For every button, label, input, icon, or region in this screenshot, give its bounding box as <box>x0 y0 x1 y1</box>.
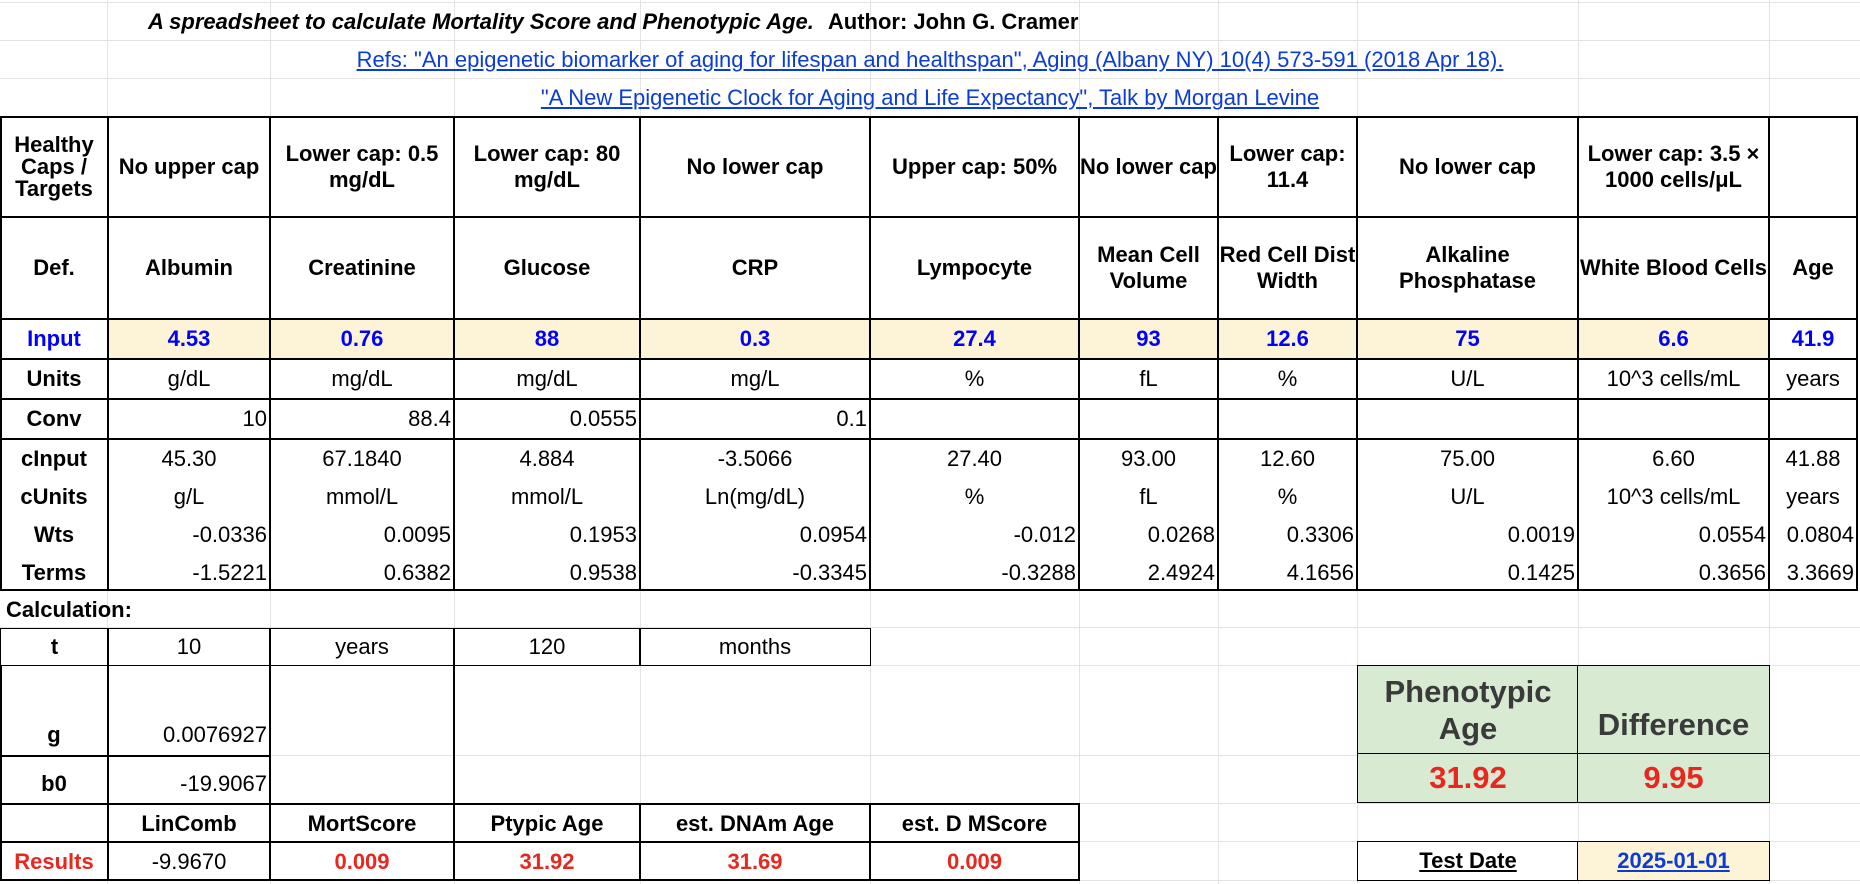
terms-row-label: Terms <box>21 560 87 585</box>
wts-rdw: 0.3306 <box>1286 522 1354 547</box>
cap-crp: No lower cap <box>686 154 824 179</box>
reference-link-2[interactable]: "A New Epigenetic Clock for Aging and Life Expectancy", Talk by Morgan Levine <box>540 85 1320 110</box>
terms-albumin: -1.5221 <box>192 560 267 585</box>
table-border <box>0 398 1858 400</box>
conv-rdw <box>1218 400 1357 438</box>
years-unit: years <box>269 628 455 666</box>
table-border <box>269 116 271 591</box>
result-header-dnam-age: est. DNAm Age <box>675 810 835 836</box>
t-months-value[interactable]: 120 <box>453 628 641 666</box>
wts-crp: 0.0954 <box>799 522 867 547</box>
result-mortscore: 0.009 <box>334 849 390 874</box>
calc-border <box>269 665 271 803</box>
conv-age <box>1769 400 1857 438</box>
input-row-label: Input <box>27 326 81 351</box>
result-d-mscore: 0.009 <box>946 849 1003 874</box>
t-years-value[interactable]: 10 <box>107 628 271 666</box>
reference-row-2 <box>0 80 1860 116</box>
gridline <box>0 2 1860 3</box>
def-albumin: Albumin <box>145 255 233 280</box>
cunits-rdw: % <box>1277 484 1298 509</box>
cunits-crp: Ln(mg/dL) <box>704 484 806 509</box>
cunits-creatinine: mmol/L <box>325 484 399 509</box>
gridline <box>0 78 1860 79</box>
cap-creatinine: Lower cap: 0.5 mg/dL <box>285 141 439 192</box>
result-header-ptypic-age: Ptypic Age <box>490 810 604 836</box>
table-border <box>1768 116 1770 591</box>
calc-border <box>0 665 2 803</box>
table-border <box>0 438 1858 440</box>
cunits-glucose: mmol/L <box>510 484 584 509</box>
terms-lympocyte: -0.3288 <box>1001 560 1076 585</box>
reference-link-1[interactable]: Refs: "An epigenetic biomarker of aging for lifespan and healthspan", Aging (Albany NY) 10(4) 573-591 (2018 Apr 18). <box>356 47 1504 72</box>
calc-border <box>453 665 455 803</box>
terms-alp: 0.1425 <box>1507 560 1575 585</box>
results-label: Results <box>14 849 94 874</box>
gridline <box>0 40 1860 41</box>
result-lincomb: -9.9670 <box>151 849 227 874</box>
results-border <box>0 841 1080 843</box>
conv-row-label: Conv <box>26 406 82 431</box>
terms-rdw: 4.1656 <box>1286 560 1354 585</box>
input-albumin[interactable]: 4.53 <box>167 326 211 351</box>
units-wbc: 10^3 cells/mL <box>1606 366 1741 391</box>
author-credit: Author: John G. Cramer <box>827 9 1079 34</box>
table-border <box>869 116 871 591</box>
units-albumin: g/dL <box>167 366 211 391</box>
input-alp[interactable]: 75 <box>1455 326 1480 351</box>
cap-wbc: Lower cap: 3.5 × 1000 cells/μL <box>1587 141 1760 192</box>
table-border <box>1577 116 1579 591</box>
cunits-row-label: cUnits <box>20 484 88 509</box>
test-date-label-cell <box>1357 841 1579 881</box>
input-creatinine[interactable]: 0.76 <box>340 326 384 351</box>
def-row-label: Def. <box>33 255 75 280</box>
test-date-label: Test Date <box>1419 848 1517 873</box>
cinput-row-label: cInput <box>21 446 87 471</box>
result-dnam-age: 31.69 <box>727 849 783 874</box>
difference-label: Difference <box>1577 665 1770 755</box>
units-glucose: mg/dL <box>516 366 578 391</box>
reference-row-1 <box>0 42 1860 78</box>
test-date-value-cell[interactable] <box>1577 841 1770 881</box>
cap-glucose: Lower cap: 80 mg/dL <box>473 141 621 192</box>
def-wbc: White Blood Cells <box>1580 255 1767 280</box>
def-lympocyte: Lympocyte <box>916 255 1033 280</box>
caps-row-label: Healthy Caps / Targets <box>14 132 94 201</box>
table-border <box>0 318 1858 320</box>
b0-value: -19.9067 <box>180 771 267 796</box>
input-glucose[interactable]: 88 <box>534 326 560 351</box>
cunits-wbc: 10^3 cells/mL <box>1606 484 1741 509</box>
table-border <box>639 116 641 591</box>
calc-border <box>0 755 271 757</box>
cinput-creatinine: 67.1840 <box>322 446 402 471</box>
input-mcv[interactable]: 93 <box>1136 326 1161 351</box>
cinput-alp: 75.00 <box>1439 446 1496 471</box>
cinput-crp: -3.5066 <box>717 446 793 471</box>
results-border <box>639 803 641 881</box>
units-creatinine: mg/dL <box>331 366 393 391</box>
phenotypic-age-label: Phenotypic Age <box>1357 665 1579 755</box>
wts-glucose: 0.1953 <box>569 522 637 547</box>
g-label: g <box>47 722 61 747</box>
wts-alp: 0.0019 <box>1507 522 1575 547</box>
results-border <box>269 803 271 881</box>
def-rdw: Red Cell Dist Width <box>1219 242 1356 293</box>
difference-value: 9.95 <box>1577 753 1770 803</box>
wts-age: 0.0804 <box>1786 522 1854 547</box>
def-glucose: Glucose <box>503 255 591 280</box>
terms-age: 3.3669 <box>1786 560 1854 585</box>
conv-alp <box>1357 400 1578 438</box>
cap-lympocyte: Upper cap: 50% <box>891 154 1058 179</box>
units-lympocyte: % <box>964 366 985 391</box>
result-header-mortscore: MortScore <box>307 810 417 836</box>
conv-lympocyte <box>870 400 1079 438</box>
table-border <box>0 116 2 591</box>
wts-creatinine: 0.0095 <box>383 522 451 547</box>
cap-albumin: No upper cap <box>118 154 260 179</box>
cunits-mcv: fL <box>1139 484 1158 509</box>
terms-wbc: 0.3656 <box>1698 560 1766 585</box>
wts-row-label: Wts <box>33 522 75 547</box>
terms-mcv: 2.4924 <box>1147 560 1215 585</box>
phenotypic-age-value: 31.92 <box>1357 753 1579 803</box>
def-age: Age <box>1792 255 1834 280</box>
results-border <box>453 803 455 881</box>
b0-label: b0 <box>41 771 67 796</box>
table-border <box>107 116 109 591</box>
sheet-title: A spreadsheet to calculate Mortality Score and Phenotypic Age. <box>148 9 814 34</box>
cunits-albumin: g/L <box>173 484 205 509</box>
def-crp: CRP <box>731 255 779 280</box>
table-border <box>0 589 1858 591</box>
def-alp: Alkaline Phosphatase <box>1399 242 1536 293</box>
cinput-rdw: 12.60 <box>1259 446 1316 471</box>
cunits-lympocyte: % <box>964 484 985 509</box>
cinput-wbc: 6.60 <box>1652 446 1695 471</box>
input-wbc[interactable]: 6.6 <box>1658 326 1689 351</box>
wts-lympocyte: -0.012 <box>1013 522 1076 547</box>
terms-glucose: 0.9538 <box>569 560 637 585</box>
table-border <box>453 116 455 591</box>
results-border <box>0 803 2 881</box>
table-border <box>1356 116 1358 591</box>
terms-creatinine: 0.6382 <box>383 560 451 585</box>
cap-alp: No lower cap <box>1399 154 1536 179</box>
terms-crp: -0.3345 <box>792 560 867 585</box>
cunits-age: years <box>1786 484 1840 509</box>
sheet-title-row <box>148 4 1448 40</box>
table-border <box>1856 116 1858 591</box>
table-border <box>1078 116 1080 591</box>
result-header-lincomb: LinComb <box>141 810 237 836</box>
table-border <box>0 216 1858 218</box>
units-mcv: fL <box>1139 366 1158 391</box>
cap-rdw: Lower cap: 11.4 <box>1229 141 1346 192</box>
wts-wbc: 0.0554 <box>1698 522 1766 547</box>
cinput-age: 41.88 <box>1785 446 1841 471</box>
g-value: 0.0076927 <box>163 722 267 747</box>
input-age[interactable]: 41.9 <box>1791 326 1835 351</box>
cinput-albumin: 45.30 <box>161 446 217 471</box>
results-border <box>869 803 871 881</box>
conv-creatinine: 88.4 <box>408 406 451 431</box>
def-mcv: Mean Cell Volume <box>1097 242 1200 293</box>
conv-wbc <box>1578 400 1769 438</box>
table-border <box>1217 116 1219 591</box>
table-border <box>0 116 1858 118</box>
cinput-mcv: 93.00 <box>1120 446 1177 471</box>
cinput-glucose: 4.884 <box>519 446 575 471</box>
results-border <box>0 879 1080 881</box>
cap-mcv: No lower cap <box>1080 154 1217 179</box>
t-label: t <box>0 628 109 666</box>
cinput-lympocyte: 27.40 <box>946 446 1003 471</box>
calc-border <box>107 665 109 803</box>
cap-age <box>1769 118 1857 216</box>
cunits-alp: U/L <box>1450 484 1485 509</box>
wts-albumin: -0.0336 <box>192 522 267 547</box>
units-age: years <box>1786 366 1840 391</box>
conv-crp: 0.1 <box>836 406 867 431</box>
months-unit: months <box>639 628 871 666</box>
results-border <box>107 803 109 881</box>
input-lympocyte[interactable]: 27.4 <box>953 326 996 351</box>
def-creatinine: Creatinine <box>308 255 416 280</box>
calculation-heading: Calculation: <box>6 597 132 622</box>
conv-albumin: 10 <box>242 406 267 431</box>
input-crp[interactable]: 0.3 <box>739 326 771 351</box>
result-header-d-mscore: est. D MScore <box>901 810 1048 836</box>
units-row-label: Units <box>26 366 82 391</box>
results-border <box>1078 803 1080 881</box>
units-crp: mg/L <box>730 366 780 391</box>
wts-mcv: 0.0268 <box>1147 522 1215 547</box>
conv-glucose: 0.0555 <box>569 406 637 431</box>
result-ptypic-age: 31.92 <box>519 849 575 874</box>
units-rdw: % <box>1277 366 1298 391</box>
units-alp: U/L <box>1450 366 1485 391</box>
input-rdw[interactable]: 12.6 <box>1266 326 1309 351</box>
table-border <box>0 358 1858 360</box>
conv-mcv <box>1079 400 1218 438</box>
test-date-value[interactable]: 2025-01-01 <box>1617 848 1730 873</box>
